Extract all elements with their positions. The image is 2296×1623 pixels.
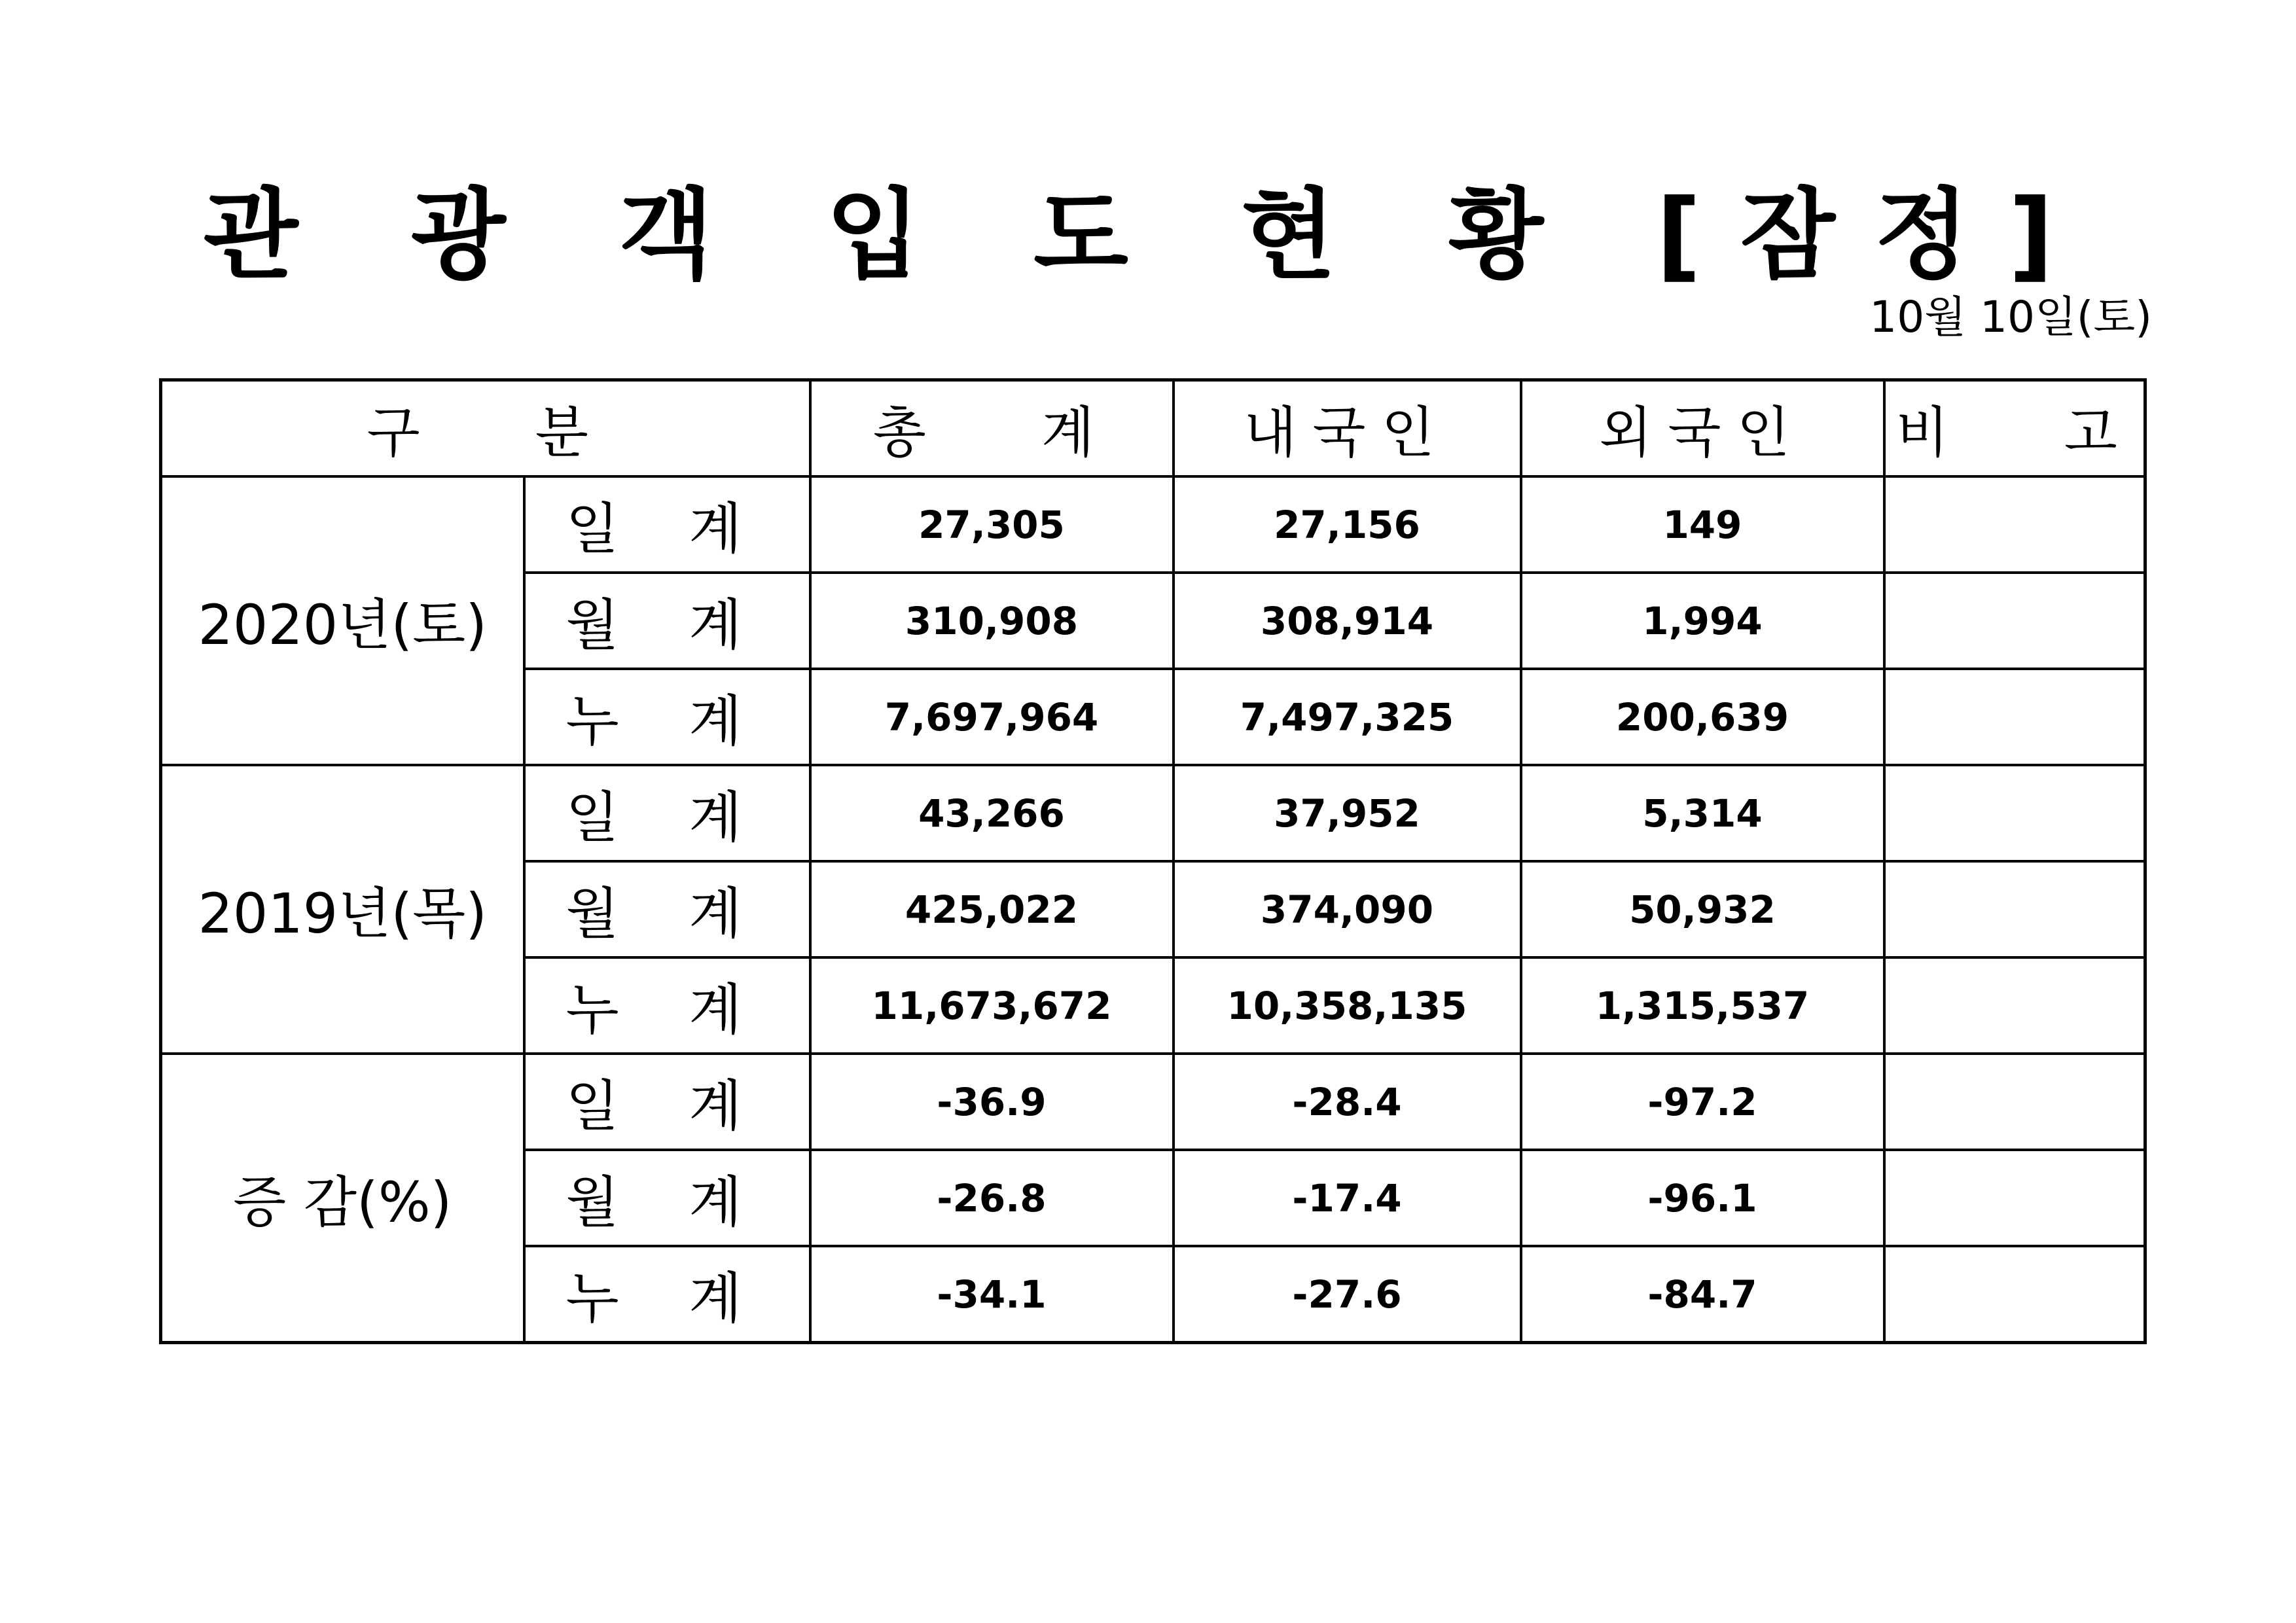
- cell-domestic: 37,952: [1174, 765, 1521, 861]
- header-foreign: 외국인: [1521, 380, 1884, 477]
- tourist-arrivals-table: [159, 378, 2147, 1344]
- cell-total: 43,266: [810, 765, 1174, 861]
- cell-total: 425,022: [810, 861, 1174, 957]
- header-total: 총 계: [810, 380, 1174, 477]
- table-row: [161, 1054, 2145, 1150]
- cell-total: 7,697,964: [810, 669, 1174, 765]
- cell-foreign: 200,639: [1521, 669, 1884, 765]
- cell-remarks: [1884, 476, 2145, 573]
- row-type: 일 계: [524, 765, 810, 861]
- group-label: 2019년(목): [161, 765, 524, 1054]
- cell-remarks: [1884, 1054, 2145, 1150]
- cell-domestic: 27,156: [1174, 476, 1521, 573]
- cell-remarks: [1884, 573, 2145, 669]
- row-type: 누 계: [524, 1246, 810, 1343]
- cell-remarks: [1884, 669, 2145, 765]
- cell-remarks: [1884, 957, 2145, 1054]
- cell-foreign: 50,932: [1521, 861, 1884, 957]
- cell-remarks: [1884, 1150, 2145, 1246]
- row-type: 일 계: [524, 476, 810, 573]
- cell-foreign: -97.2: [1521, 1054, 1884, 1150]
- cell-domestic: 7,497,325: [1174, 669, 1521, 765]
- cell-domestic: -27.6: [1174, 1246, 1521, 1343]
- table-row: [161, 476, 2145, 573]
- table-row: [161, 765, 2145, 861]
- cell-total: 27,305: [810, 476, 1174, 573]
- cell-foreign: 1,315,537: [1521, 957, 1884, 1054]
- cell-foreign: 1,994: [1521, 573, 1884, 669]
- cell-domestic: -28.4: [1174, 1054, 1521, 1150]
- cell-total: -26.8: [810, 1150, 1174, 1246]
- cell-total: 11,673,672: [810, 957, 1174, 1054]
- report-date: 10월 10일(토): [1869, 292, 2152, 342]
- row-type: 일 계: [524, 1054, 810, 1150]
- cell-foreign: 5,314: [1521, 765, 1884, 861]
- cell-domestic: 10,358,135: [1174, 957, 1521, 1054]
- row-type: 누 계: [524, 957, 810, 1054]
- header-remarks: 비 고: [1884, 380, 2145, 477]
- cell-total: 310,908: [810, 573, 1174, 669]
- header-category: 구 분: [161, 380, 810, 477]
- cell-domestic: -17.4: [1174, 1150, 1521, 1246]
- row-type: 월 계: [524, 573, 810, 669]
- header-domestic: 내국인: [1174, 380, 1521, 477]
- row-type: 누 계: [524, 669, 810, 765]
- cell-foreign: -84.7: [1521, 1246, 1884, 1343]
- cell-total: -34.1: [810, 1246, 1174, 1343]
- cell-foreign: -96.1: [1521, 1150, 1884, 1246]
- cell-foreign: 149: [1521, 476, 1884, 573]
- cell-domestic: 308,914: [1174, 573, 1521, 669]
- cell-remarks: [1884, 861, 2145, 957]
- row-type: 월 계: [524, 1150, 810, 1246]
- group-label: 증 감(%): [161, 1054, 524, 1343]
- header-row: [161, 380, 2145, 477]
- group-label: 2020년(토): [161, 476, 524, 765]
- row-type: 월 계: [524, 861, 810, 957]
- cell-total: -36.9: [810, 1054, 1174, 1150]
- cell-remarks: [1884, 1246, 2145, 1343]
- cell-domestic: 374,090: [1174, 861, 1521, 957]
- cell-remarks: [1884, 765, 2145, 861]
- page-title: 관 광 객 입 도 현 황 [잠정]: [203, 179, 2093, 293]
